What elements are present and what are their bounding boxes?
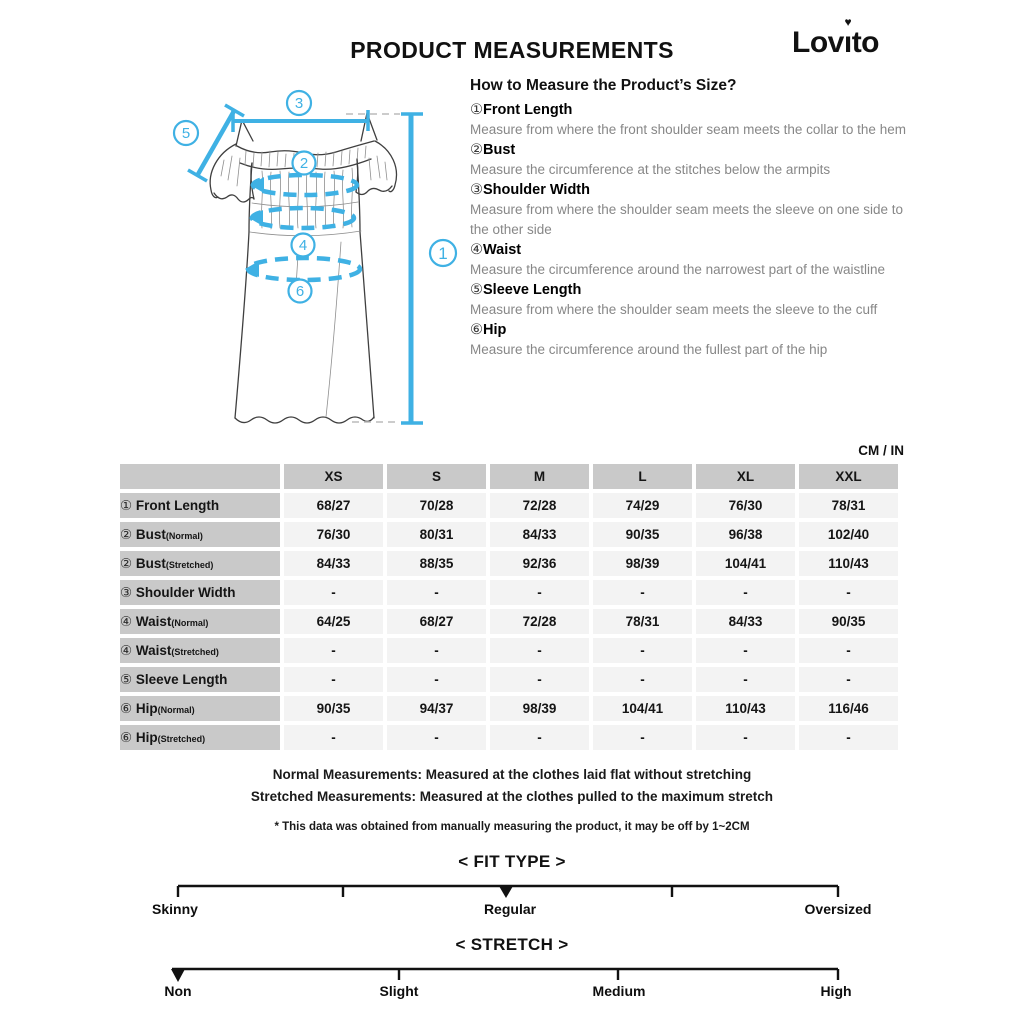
measurement-cell: - (490, 580, 589, 605)
measure-item-title: ③Shoulder Width (470, 182, 590, 198)
scale-label: Medium (592, 983, 646, 999)
measure-item-title: ②Bust (470, 142, 516, 158)
measurement-cell: - (799, 667, 898, 692)
row-sub-label: (Stretched) (157, 733, 206, 744)
measure-item-desc: Measure from where the shoulder seam meets the sleeve to the cuff (470, 302, 878, 317)
shoulder-num: 3 (294, 95, 304, 112)
left-sleeve-outer (210, 144, 236, 198)
measurement-cell: - (799, 580, 898, 605)
measure-item-title: ④Waist (470, 242, 522, 258)
measurement-cell: - (799, 638, 898, 663)
stretch-title: < STRETCH > (455, 935, 569, 954)
scale-label: Skinny (152, 901, 198, 917)
row-header-cell: ⑤ Sleeve Length (120, 667, 280, 692)
dress-left-edge (235, 163, 252, 418)
front-length-num: 1 (438, 244, 448, 263)
bodice-gather-lines (250, 202, 361, 236)
note-normal: Normal Measurements: Measured at the clothes laid flat without stretching (272, 767, 752, 782)
measurement-cell: - (387, 667, 486, 692)
row-number: ② (120, 555, 136, 571)
measurement-notes (0, 764, 1024, 808)
size-table-header-row (120, 464, 898, 489)
measurement-cell: 94/37 (387, 696, 486, 721)
row-header-cell: ③ Shoulder Width (120, 580, 280, 605)
measurement-cell: - (490, 638, 589, 663)
row-number: ⑥ (120, 700, 136, 716)
table-row (120, 580, 898, 605)
table-row (120, 551, 898, 576)
stretch-marker-triangle (171, 969, 185, 982)
size-table-body (120, 493, 898, 750)
measurement-cell: - (284, 667, 383, 692)
scale-label: Regular (483, 901, 537, 917)
fit-type-title: < FIT TYPE > (458, 852, 566, 871)
measurement-cell: 78/31 (593, 609, 692, 634)
howto-item (470, 180, 918, 240)
measurement-cell: 84/33 (490, 522, 589, 547)
how-to-heading: How to Measure the Product’s Size? (470, 77, 737, 94)
stretch-scale-line (172, 969, 838, 980)
measurement-cell: 110/43 (799, 551, 898, 576)
measurement-cell: 72/28 (490, 609, 589, 634)
brand-logo (792, 15, 880, 60)
measurement-cell: 116/46 (799, 696, 898, 721)
measurement-cell: 92/36 (490, 551, 589, 576)
fit-type-labels (0, 901, 1024, 921)
fit-marker-triangle (499, 886, 513, 898)
extension-dashes (346, 114, 400, 422)
note-stretched: Stretched Measurements: Measured at the clothes pulled to the maximum stretch (250, 789, 774, 804)
size-column-header: M (490, 464, 589, 489)
row-number: ② (120, 526, 136, 542)
logo-i-stem: ı (843, 26, 852, 59)
measurement-cell: 76/30 (284, 522, 383, 547)
table-row (120, 493, 898, 518)
measurement-cell: 70/28 (387, 493, 486, 518)
row-sub-label: (Normal) (157, 704, 195, 715)
logo-text-post: to (851, 26, 880, 59)
measurement-cell: 90/35 (799, 609, 898, 634)
measurement-cell: - (799, 725, 898, 750)
skirt-folds (295, 240, 341, 417)
row-number: ④ (120, 642, 136, 658)
measurement-cell: 98/39 (490, 696, 589, 721)
howto-item (470, 280, 918, 320)
row-sub-label: (Normal) (165, 530, 203, 541)
measure-item-desc: Measure the circumference around the narrowest part of the waistline (470, 262, 885, 277)
row-header-cell: ② Bust(Normal) (120, 522, 280, 547)
measurement-cell: 72/28 (490, 493, 589, 518)
measurement-cell: - (593, 638, 692, 663)
left-shoulder-tab (236, 120, 253, 146)
scale-label: Non (164, 983, 192, 999)
measurement-cell: - (490, 667, 589, 692)
measure-item-title: ⑥Hip (470, 322, 507, 338)
measurement-cell: 74/29 (593, 493, 692, 518)
measurement-cell: - (284, 580, 383, 605)
waist-ellipse (252, 208, 354, 228)
row-header-cell: ④ Waist(Stretched) (120, 638, 280, 663)
measure-item-title: ①Front Length (470, 102, 573, 118)
measurement-cell: - (387, 638, 486, 663)
row-header-cell: ⑥ Hip(Stretched) (120, 725, 280, 750)
measure-item-number: ⑥ (470, 322, 483, 338)
measurement-cell: 78/31 (799, 493, 898, 518)
measurement-cell: 84/33 (696, 609, 795, 634)
bust-ellipse (253, 175, 357, 195)
measurement-cell: 102/40 (799, 522, 898, 547)
table-corner-cell (120, 464, 280, 489)
row-header-cell: ④ Waist(Normal) (120, 609, 280, 634)
measurement-cell: 104/41 (696, 551, 795, 576)
size-column-header: XXL (799, 464, 898, 489)
right-sleeve-cuff (356, 186, 392, 195)
logo-letter-i (843, 15, 852, 60)
measurement-cell: 96/38 (696, 522, 795, 547)
page-title: PRODUCT MEASUREMENTS (350, 37, 674, 63)
scale-label: Oversized (804, 901, 872, 917)
size-table (116, 460, 902, 754)
table-row (120, 667, 898, 692)
measure-item-desc: Measure the circumference around the fullest part of the hip (470, 342, 828, 357)
scale-label: High (820, 983, 852, 999)
row-number: ③ (120, 584, 136, 600)
table-row (120, 609, 898, 634)
sleeve-length-line (197, 111, 234, 176)
table-row (120, 638, 898, 663)
measure-item-number: ① (470, 102, 483, 118)
size-column-header: XL (696, 464, 795, 489)
measure-item-number: ④ (470, 242, 483, 258)
howto-item (470, 100, 918, 140)
measurement-cell: 104/41 (593, 696, 692, 721)
measurement-cell: 84/33 (284, 551, 383, 576)
row-number: ⑥ (120, 729, 136, 745)
size-column-header: S (387, 464, 486, 489)
measurement-cell: 110/43 (696, 696, 795, 721)
hip-ellipse (248, 258, 360, 280)
measurement-cell: - (696, 725, 795, 750)
stretch-labels (0, 983, 1024, 1003)
heart-icon: ♥ (844, 15, 852, 29)
row-header-cell: ⑥ Hip(Normal) (120, 696, 280, 721)
measurement-cell: - (593, 725, 692, 750)
row-sub-label: (Normal) (171, 617, 209, 628)
measurement-cell: 90/35 (284, 696, 383, 721)
howto-list (470, 100, 918, 360)
howto-item (470, 240, 918, 280)
measurement-cell: 76/30 (696, 493, 795, 518)
measurement-cell: 98/39 (593, 551, 692, 576)
measure-item-number: ② (470, 142, 483, 158)
size-column-header: XS (284, 464, 383, 489)
table-row (120, 725, 898, 750)
table-row (120, 522, 898, 547)
measurement-cell: - (696, 580, 795, 605)
measure-item-number: ③ (470, 182, 483, 198)
row-number: ⑤ (120, 671, 136, 687)
row-header-cell: ② Bust(Stretched) (120, 551, 280, 576)
measurement-cell: - (593, 667, 692, 692)
measure-item-title: ⑤Sleeve Length (470, 282, 582, 298)
measurement-cell: - (593, 580, 692, 605)
measurement-cell: 68/27 (387, 609, 486, 634)
logo-text-pre: Lov (792, 26, 844, 59)
table-row (120, 696, 898, 721)
row-number: ① (120, 497, 136, 513)
measurement-cell: - (387, 725, 486, 750)
howto-item (470, 140, 918, 180)
row-sub-label: (Stretched) (171, 646, 219, 657)
measurement-cell: - (490, 725, 589, 750)
size-column-header: L (593, 464, 692, 489)
measurement-cell: - (284, 638, 383, 663)
right-sleeve-wrinkles (369, 156, 387, 180)
left-sleeve-wrinkles (221, 156, 240, 186)
measurement-cell: - (284, 725, 383, 750)
how-to-measure-section (470, 77, 918, 360)
measurement-cell: 80/31 (387, 522, 486, 547)
measurement-cell: - (387, 580, 486, 605)
dress-right-edge (357, 159, 374, 418)
measurement-cell: - (696, 667, 795, 692)
scale-label: Slight (379, 983, 419, 999)
measure-item-desc: Measure from where the shoulder seam meets the sleeve on one side to the other side (470, 202, 903, 237)
unit-label: CM / IN (858, 443, 904, 458)
measurement-cell: 88/35 (387, 551, 486, 576)
measurement-cell: - (696, 638, 795, 663)
measurement-cell: 64/25 (284, 609, 383, 634)
left-sleeve-cuff (214, 193, 254, 202)
row-header-cell: ① Front Length (120, 493, 280, 518)
dress-measurement-diagram (140, 85, 470, 445)
row-number: ④ (120, 613, 136, 629)
row-sub-label: (Stretched) (165, 559, 214, 570)
howto-item (470, 320, 918, 360)
measurement-cell: 90/35 (593, 522, 692, 547)
disclaimer-note: * This data was obtained from manually measuring the product, it may be off by 1~2CM (274, 821, 750, 833)
bust-num: 2 (299, 155, 309, 172)
measure-item-desc: Measure the circumference at the stitches below the armpits (470, 162, 831, 177)
measurement-cell: 68/27 (284, 493, 383, 518)
measure-item-desc: Measure from where the front shoulder seam meets the collar to the hem (470, 122, 906, 137)
measure-item-number: ⑤ (470, 282, 483, 298)
hip-num: 6 (295, 283, 305, 300)
sleeve-num: 5 (181, 125, 191, 142)
waist-num: 4 (298, 237, 308, 254)
